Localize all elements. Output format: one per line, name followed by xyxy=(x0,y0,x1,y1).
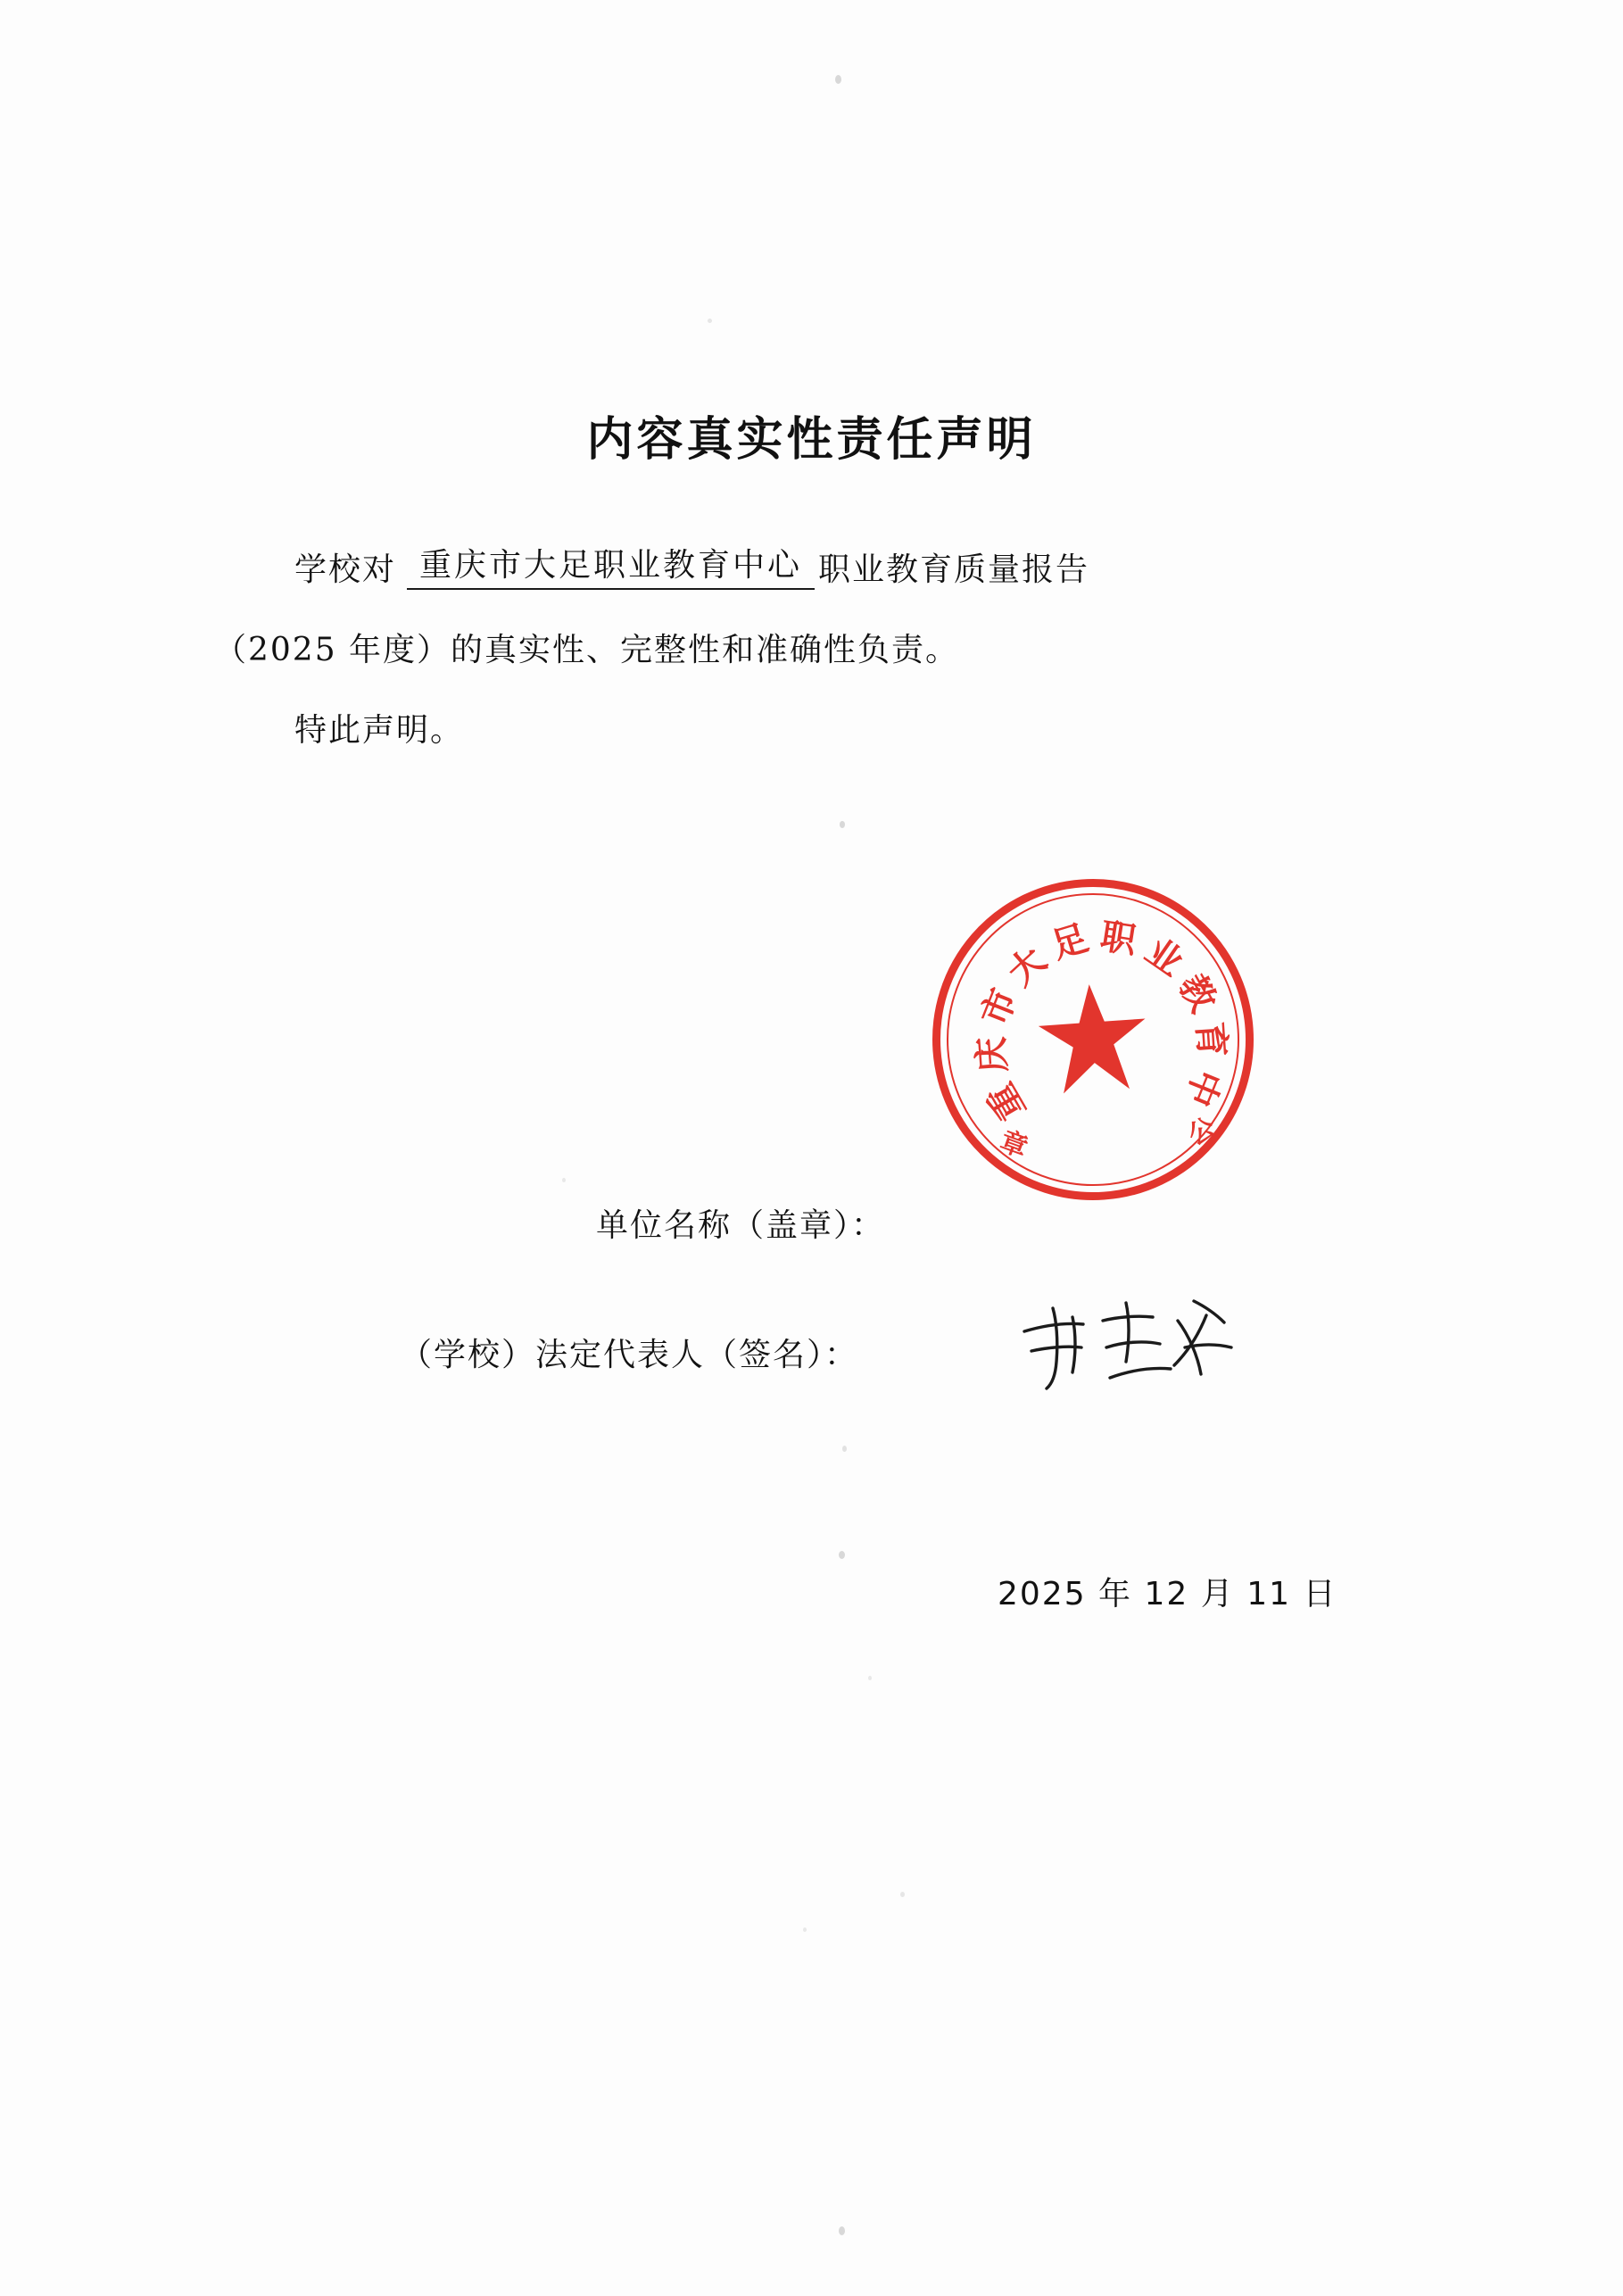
statement-paragraph-3: 特此声明。 xyxy=(294,712,465,749)
scan-speck xyxy=(840,821,845,828)
unit-name-label: 单位名称（盖章）： xyxy=(596,1207,886,1244)
seal-char: 大 xyxy=(999,939,1055,994)
paragraph-1-tail: 职业教育质量报告 xyxy=(818,551,1090,588)
seal-char: 业 xyxy=(1137,929,1191,984)
seal-char: 教 xyxy=(1170,966,1224,1019)
page-title: 内容真实性责任声明 xyxy=(586,411,1037,467)
scan-speck xyxy=(708,319,712,323)
scan-speck xyxy=(835,75,841,84)
handwritten-signature xyxy=(1017,1285,1249,1401)
school-name-fill: 重庆市大足职业教育中心 xyxy=(407,540,815,590)
statement-paragraph-2: （2025 年度）的真实性、完整性和准确性负责。 xyxy=(214,632,960,668)
scan-speck xyxy=(868,1676,872,1680)
seal-char: 育 xyxy=(1188,1020,1234,1059)
seal-char: 职 xyxy=(1097,915,1139,963)
legal-representative-label: （学校）法定代表人（签名）： xyxy=(400,1337,859,1373)
scan-speck xyxy=(839,1551,845,1559)
seal-char: 章 xyxy=(996,1125,1032,1165)
seal-char: 庆 xyxy=(970,1035,1014,1075)
statement-paragraph-1 xyxy=(294,540,1365,590)
scan-speck xyxy=(900,1892,905,1897)
seal-char: 重 xyxy=(979,1075,1034,1128)
signature-date: 2025 年 12 月 11 日 xyxy=(998,1576,1337,1612)
scan-speck xyxy=(803,1927,807,1932)
seal-char: 足 xyxy=(1046,916,1093,967)
seal-char: 市 xyxy=(973,982,1026,1032)
scan-speck xyxy=(839,2226,845,2235)
seal-bottom-text xyxy=(930,876,1255,1202)
scan-speck xyxy=(562,1178,566,1182)
paragraph-1-lead: 学校对 xyxy=(294,551,397,588)
seal-char: 中 xyxy=(1177,1064,1230,1113)
seal-char: 公 xyxy=(1182,1112,1221,1153)
scan-speck xyxy=(842,1446,847,1452)
official-red-seal xyxy=(922,868,1264,1211)
